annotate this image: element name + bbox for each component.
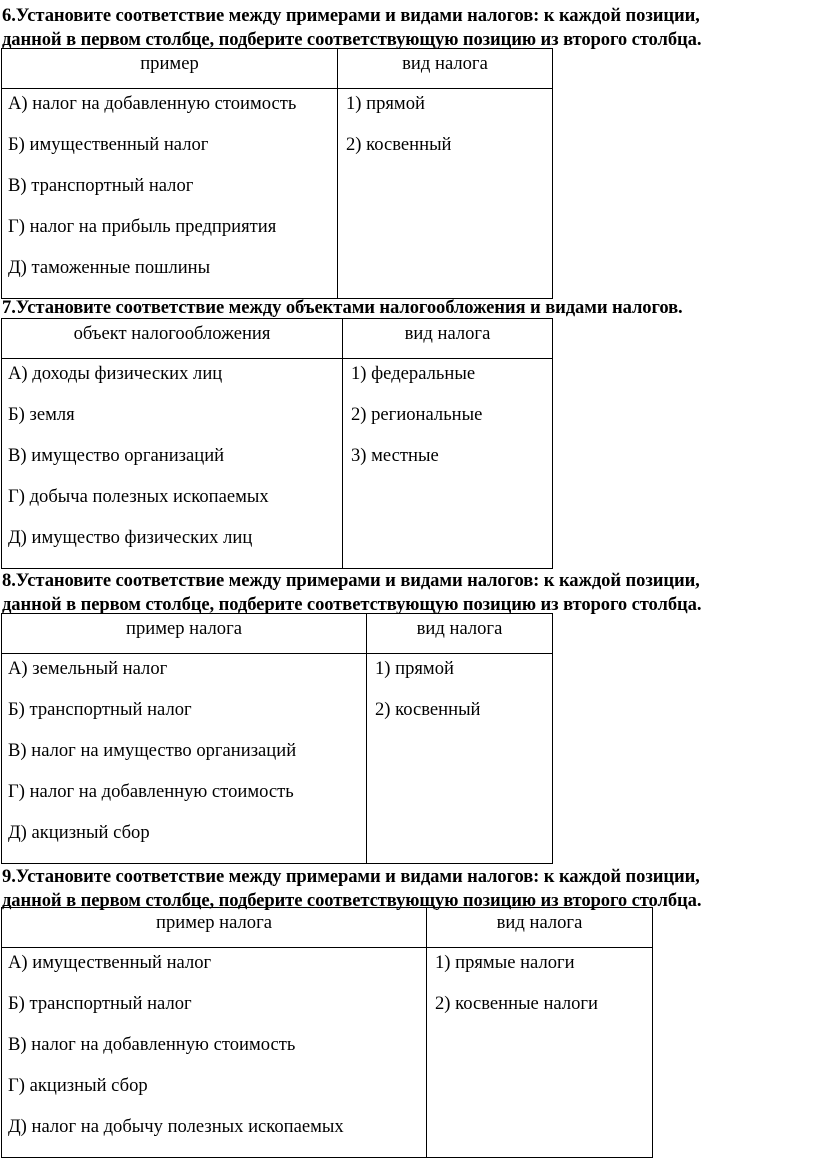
list-item: В) транспортный налог xyxy=(8,175,194,196)
task-title: 9.Установите соответствие между примерами и видами налогов: к каждой позиции, xyxy=(2,866,700,887)
column-header-example: пример xyxy=(2,49,338,89)
examples-cell xyxy=(2,948,427,1158)
list-item: Г) добыча полезных ископаемых xyxy=(8,486,269,507)
matching-table-8 xyxy=(1,613,553,864)
task-title: 7.Установите соответствие между объектами налогообложения и видами налогов. xyxy=(2,297,683,318)
list-item: 1) федеральные xyxy=(351,363,476,384)
list-item: 2) косвенный xyxy=(375,699,481,720)
list-item: В) налог на имущество организаций xyxy=(8,740,297,761)
list-item: Б) транспортный налог xyxy=(8,699,192,720)
list-item: А) налог на добавленную стоимость xyxy=(8,93,297,114)
list-item: Д) налог на добычу полезных ископаемых xyxy=(8,1116,344,1137)
list-item: Б) имущественный налог xyxy=(8,134,209,155)
task-title-line2: данной в первом столбце, подберите соответствующую позицию из второго столбца. xyxy=(2,890,702,911)
task-title-line2: данной в первом столбце, подберите соответствующую позицию из второго столбца. xyxy=(2,594,702,615)
list-item: 2) региональные xyxy=(351,404,483,425)
task-title-line2: данной в первом столбце, подберите соответствующую позицию из второго столбца. xyxy=(2,29,702,50)
task-title: 8.Установите соответствие между примерами и видами налогов: к каждой позиции, xyxy=(2,570,700,591)
column-header-tax-type: вид налога xyxy=(343,319,553,359)
task-8 xyxy=(0,569,816,617)
list-item: 1) прямой xyxy=(375,658,454,679)
objects-cell xyxy=(2,359,343,569)
list-item: Б) транспортный налог xyxy=(8,993,192,1014)
list-item: 2) косвенный xyxy=(346,134,452,155)
list-item: А) имущественный налог xyxy=(8,952,212,973)
tax-types-cell xyxy=(343,359,553,569)
task-6 xyxy=(0,4,816,52)
list-item: В) налог на добавленную стоимость xyxy=(8,1034,296,1055)
tax-types-cell xyxy=(338,89,553,299)
list-item: Г) налог на прибыль предприятия xyxy=(8,216,277,237)
column-header-tax-type: вид налога xyxy=(427,908,653,948)
task-7 xyxy=(0,296,816,320)
column-header-tax-type: вид налога xyxy=(338,49,553,89)
tax-types-cell xyxy=(427,948,653,1158)
task-title: 6.Установите соответствие между примерами и видами налогов: к каждой позиции, xyxy=(2,5,700,26)
list-item: 1) прямой xyxy=(346,93,425,114)
list-item: Г) налог на добавленную стоимость xyxy=(8,781,294,802)
list-item: Д) таможенные пошлины xyxy=(8,257,211,278)
list-item: 3) местные xyxy=(351,445,439,466)
list-item: А) доходы физических лиц xyxy=(8,363,223,384)
column-header-example: пример налога xyxy=(2,908,427,948)
list-item: Г) акцизный сбор xyxy=(8,1075,148,1096)
list-item: 1) прямые налоги xyxy=(435,952,575,973)
list-item: Д) имущество физических лиц xyxy=(8,527,253,548)
column-header-object: объект налогообложения xyxy=(2,319,343,359)
list-item: А) земельный налог xyxy=(8,658,168,679)
list-item: 2) косвенные налоги xyxy=(435,993,598,1014)
examples-cell xyxy=(2,654,367,864)
list-item: Д) акцизный сбор xyxy=(8,822,150,843)
column-header-tax-type: вид налога xyxy=(367,614,553,654)
matching-table-7 xyxy=(1,318,553,569)
matching-table-9 xyxy=(1,907,653,1158)
task-9 xyxy=(0,865,816,913)
examples-cell xyxy=(2,89,338,299)
matching-table-6 xyxy=(1,48,553,299)
list-item: В) имущество организаций xyxy=(8,445,225,466)
tax-types-cell xyxy=(367,654,553,864)
list-item: Б) земля xyxy=(8,404,75,425)
column-header-example: пример налога xyxy=(2,614,367,654)
